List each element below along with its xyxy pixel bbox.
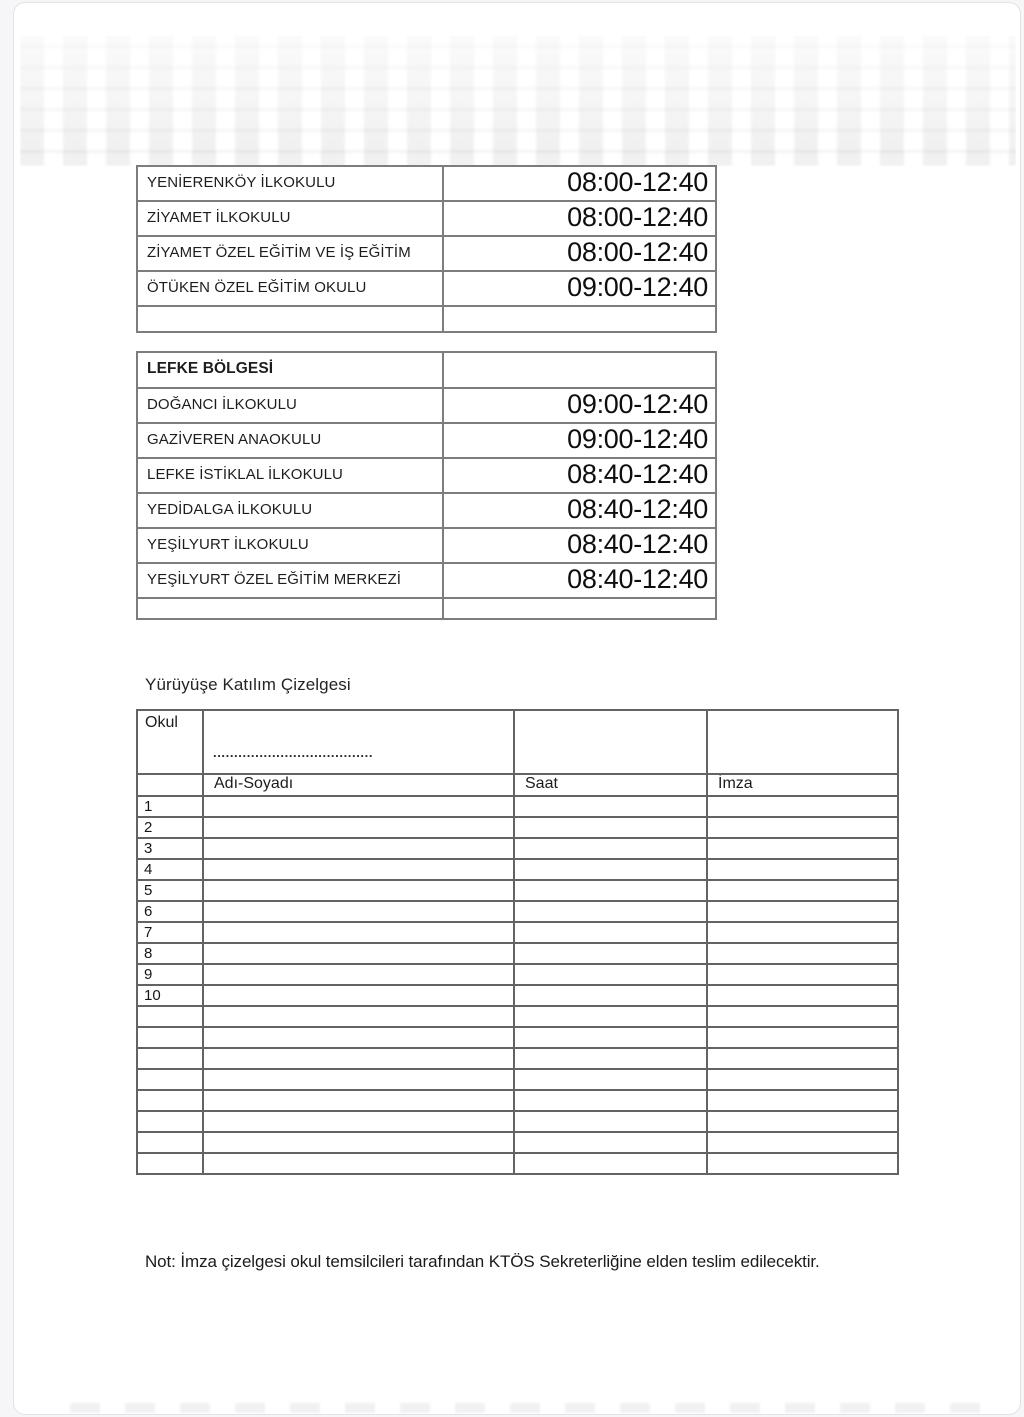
empty-cell bbox=[203, 922, 514, 943]
empty-cell bbox=[707, 964, 898, 985]
empty-cell bbox=[707, 1111, 898, 1132]
school-name-cell: YEŞİLYURT ÖZEL EĞİTİM MERKEZİ bbox=[137, 563, 443, 598]
attendance-table bbox=[136, 709, 899, 1175]
empty-cell bbox=[514, 1132, 707, 1153]
empty-cell bbox=[203, 796, 514, 817]
empty-row bbox=[137, 1090, 898, 1111]
signature-column-header: İmza bbox=[707, 774, 898, 796]
table-row bbox=[137, 922, 898, 943]
empty-cell bbox=[707, 796, 898, 817]
table-row bbox=[137, 817, 898, 838]
empty-cell bbox=[137, 1132, 203, 1153]
empty-cell bbox=[514, 901, 707, 922]
school-time-cell: 08:40-12:40 bbox=[443, 563, 716, 598]
table-row bbox=[137, 528, 716, 563]
empty-cell bbox=[137, 1006, 203, 1027]
school-name-cell: YENİERENKÖY İLKOKULU bbox=[137, 166, 443, 201]
empty-cell bbox=[203, 838, 514, 859]
empty-cell bbox=[514, 1069, 707, 1090]
table-row bbox=[137, 943, 898, 964]
school-time-cell: 08:00-12:40 bbox=[443, 166, 716, 201]
school-time-cell: 08:00-12:40 bbox=[443, 236, 716, 271]
empty-cell bbox=[514, 1027, 707, 1048]
schedule-table-lefke bbox=[136, 351, 717, 620]
empty-cell bbox=[203, 817, 514, 838]
empty-cell bbox=[514, 1153, 707, 1174]
empty-cell bbox=[707, 985, 898, 1006]
empty-cell bbox=[443, 306, 716, 332]
empty-cell bbox=[707, 1027, 898, 1048]
school-fill-row bbox=[137, 710, 898, 774]
school-time-cell: 08:40-12:40 bbox=[443, 458, 716, 493]
column-header-row bbox=[137, 774, 898, 796]
empty-cell bbox=[137, 1090, 203, 1111]
empty-cell bbox=[707, 1048, 898, 1069]
empty-row bbox=[137, 1048, 898, 1069]
footer-note: Not: İmza çizelgesi okul temsilcileri tarafından KTÖS Sekreterliğine elden teslim edilecektir. bbox=[145, 1252, 820, 1271]
table-row bbox=[137, 493, 716, 528]
empty-cell bbox=[514, 1006, 707, 1027]
empty-cell bbox=[137, 1069, 203, 1090]
row-number-cell: 9 bbox=[137, 964, 203, 985]
empty-cell bbox=[203, 985, 514, 1006]
row-number-cell: 1 bbox=[137, 796, 203, 817]
empty-cell bbox=[514, 1111, 707, 1132]
empty-cell bbox=[203, 880, 514, 901]
table-row bbox=[137, 838, 898, 859]
school-name-cell: GAZİVEREN ANAOKULU bbox=[137, 423, 443, 458]
row-number-cell: 6 bbox=[137, 901, 203, 922]
empty-cell bbox=[137, 1048, 203, 1069]
empty-cell bbox=[203, 1090, 514, 1111]
empty-cell bbox=[514, 985, 707, 1006]
empty-cell bbox=[203, 901, 514, 922]
row-number-cell: 5 bbox=[137, 880, 203, 901]
empty-cell bbox=[443, 352, 716, 388]
empty-cell bbox=[707, 1006, 898, 1027]
table-row bbox=[137, 388, 716, 423]
empty-row bbox=[137, 598, 716, 619]
name-column-header: Adı-Soyadı bbox=[203, 774, 514, 796]
school-name-cell: ZİYAMET İLKOKULU bbox=[137, 201, 443, 236]
school-name-cell: YEDİDALGA İLKOKULU bbox=[137, 493, 443, 528]
empty-cell bbox=[203, 1111, 514, 1132]
school-time-cell: 09:00-12:40 bbox=[443, 271, 716, 306]
school-time-cell: 09:00-12:40 bbox=[443, 388, 716, 423]
empty-row bbox=[137, 306, 716, 332]
empty-cell bbox=[514, 710, 707, 774]
table-row bbox=[137, 166, 716, 201]
row-number-cell: 2 bbox=[137, 817, 203, 838]
row-number-cell: 4 bbox=[137, 859, 203, 880]
empty-cell bbox=[203, 1132, 514, 1153]
row-number-cell: 10 bbox=[137, 985, 203, 1006]
school-fill-in-line: ...................................... bbox=[203, 710, 514, 774]
school-name-cell: YEŞİLYURT İLKOKULU bbox=[137, 528, 443, 563]
empty-cell bbox=[203, 1048, 514, 1069]
region-header-row bbox=[137, 352, 716, 388]
empty-cell bbox=[707, 1069, 898, 1090]
time-column-header: Saat bbox=[514, 774, 707, 796]
empty-cell bbox=[443, 598, 716, 619]
empty-cell bbox=[707, 901, 898, 922]
table-row bbox=[137, 423, 716, 458]
empty-row bbox=[137, 1132, 898, 1153]
school-time-cell: 09:00-12:40 bbox=[443, 423, 716, 458]
empty-cell bbox=[137, 1027, 203, 1048]
empty-cell bbox=[707, 1132, 898, 1153]
empty-cell bbox=[514, 796, 707, 817]
empty-cell bbox=[514, 817, 707, 838]
table-row bbox=[137, 880, 898, 901]
table-row bbox=[137, 201, 716, 236]
school-name-cell: ZİYAMET ÖZEL EĞİTİM VE İŞ EĞİTİM bbox=[137, 236, 443, 271]
empty-cell bbox=[707, 838, 898, 859]
empty-cell bbox=[514, 964, 707, 985]
row-number-cell: 7 bbox=[137, 922, 203, 943]
empty-cell bbox=[514, 880, 707, 901]
empty-cell bbox=[137, 306, 443, 332]
empty-cell bbox=[137, 1153, 203, 1174]
empty-cell bbox=[514, 859, 707, 880]
empty-cell bbox=[514, 922, 707, 943]
empty-cell bbox=[137, 774, 203, 796]
empty-cell bbox=[707, 880, 898, 901]
empty-cell bbox=[514, 943, 707, 964]
table-row bbox=[137, 859, 898, 880]
region-header-cell: LEFKE BÖLGESİ bbox=[137, 352, 443, 388]
school-time-cell: 08:40-12:40 bbox=[443, 493, 716, 528]
school-name-cell: DOĞANCI İLKOKULU bbox=[137, 388, 443, 423]
empty-cell bbox=[707, 922, 898, 943]
empty-cell bbox=[137, 598, 443, 619]
empty-cell bbox=[707, 1153, 898, 1174]
empty-cell bbox=[707, 859, 898, 880]
empty-cell bbox=[137, 1111, 203, 1132]
school-name-cell: ÖTÜKEN ÖZEL EĞİTİM OKULU bbox=[137, 271, 443, 306]
empty-cell bbox=[203, 1069, 514, 1090]
empty-cell bbox=[707, 710, 898, 774]
school-name-cell: LEFKE İSTİKLAL İLKOKULU bbox=[137, 458, 443, 493]
empty-cell bbox=[514, 1048, 707, 1069]
table-row bbox=[137, 901, 898, 922]
empty-cell bbox=[707, 1090, 898, 1111]
school-label-cell: Okul bbox=[137, 710, 203, 774]
schedule-table-north bbox=[136, 165, 717, 333]
empty-row bbox=[137, 1111, 898, 1132]
attendance-heading: Yürüyüşe Katılım Çizelgesi bbox=[145, 675, 351, 694]
empty-cell bbox=[514, 838, 707, 859]
table-row bbox=[137, 563, 716, 598]
school-time-cell: 08:40-12:40 bbox=[443, 528, 716, 563]
table-row bbox=[137, 985, 898, 1006]
empty-cell bbox=[203, 859, 514, 880]
empty-cell bbox=[514, 1090, 707, 1111]
empty-cell bbox=[707, 943, 898, 964]
empty-row bbox=[137, 1027, 898, 1048]
empty-cell bbox=[203, 943, 514, 964]
table-row bbox=[137, 796, 898, 817]
empty-row bbox=[137, 1006, 898, 1027]
school-time-cell: 08:00-12:40 bbox=[443, 201, 716, 236]
table-row bbox=[137, 236, 716, 271]
empty-cell bbox=[203, 1027, 514, 1048]
empty-cell bbox=[203, 1153, 514, 1174]
row-number-cell: 8 bbox=[137, 943, 203, 964]
row-number-cell: 3 bbox=[137, 838, 203, 859]
empty-row bbox=[137, 1153, 898, 1174]
table-row bbox=[137, 271, 716, 306]
empty-cell bbox=[203, 964, 514, 985]
table-row bbox=[137, 964, 898, 985]
empty-row bbox=[137, 1069, 898, 1090]
table-row bbox=[137, 458, 716, 493]
empty-cell bbox=[707, 817, 898, 838]
empty-cell bbox=[203, 1006, 514, 1027]
